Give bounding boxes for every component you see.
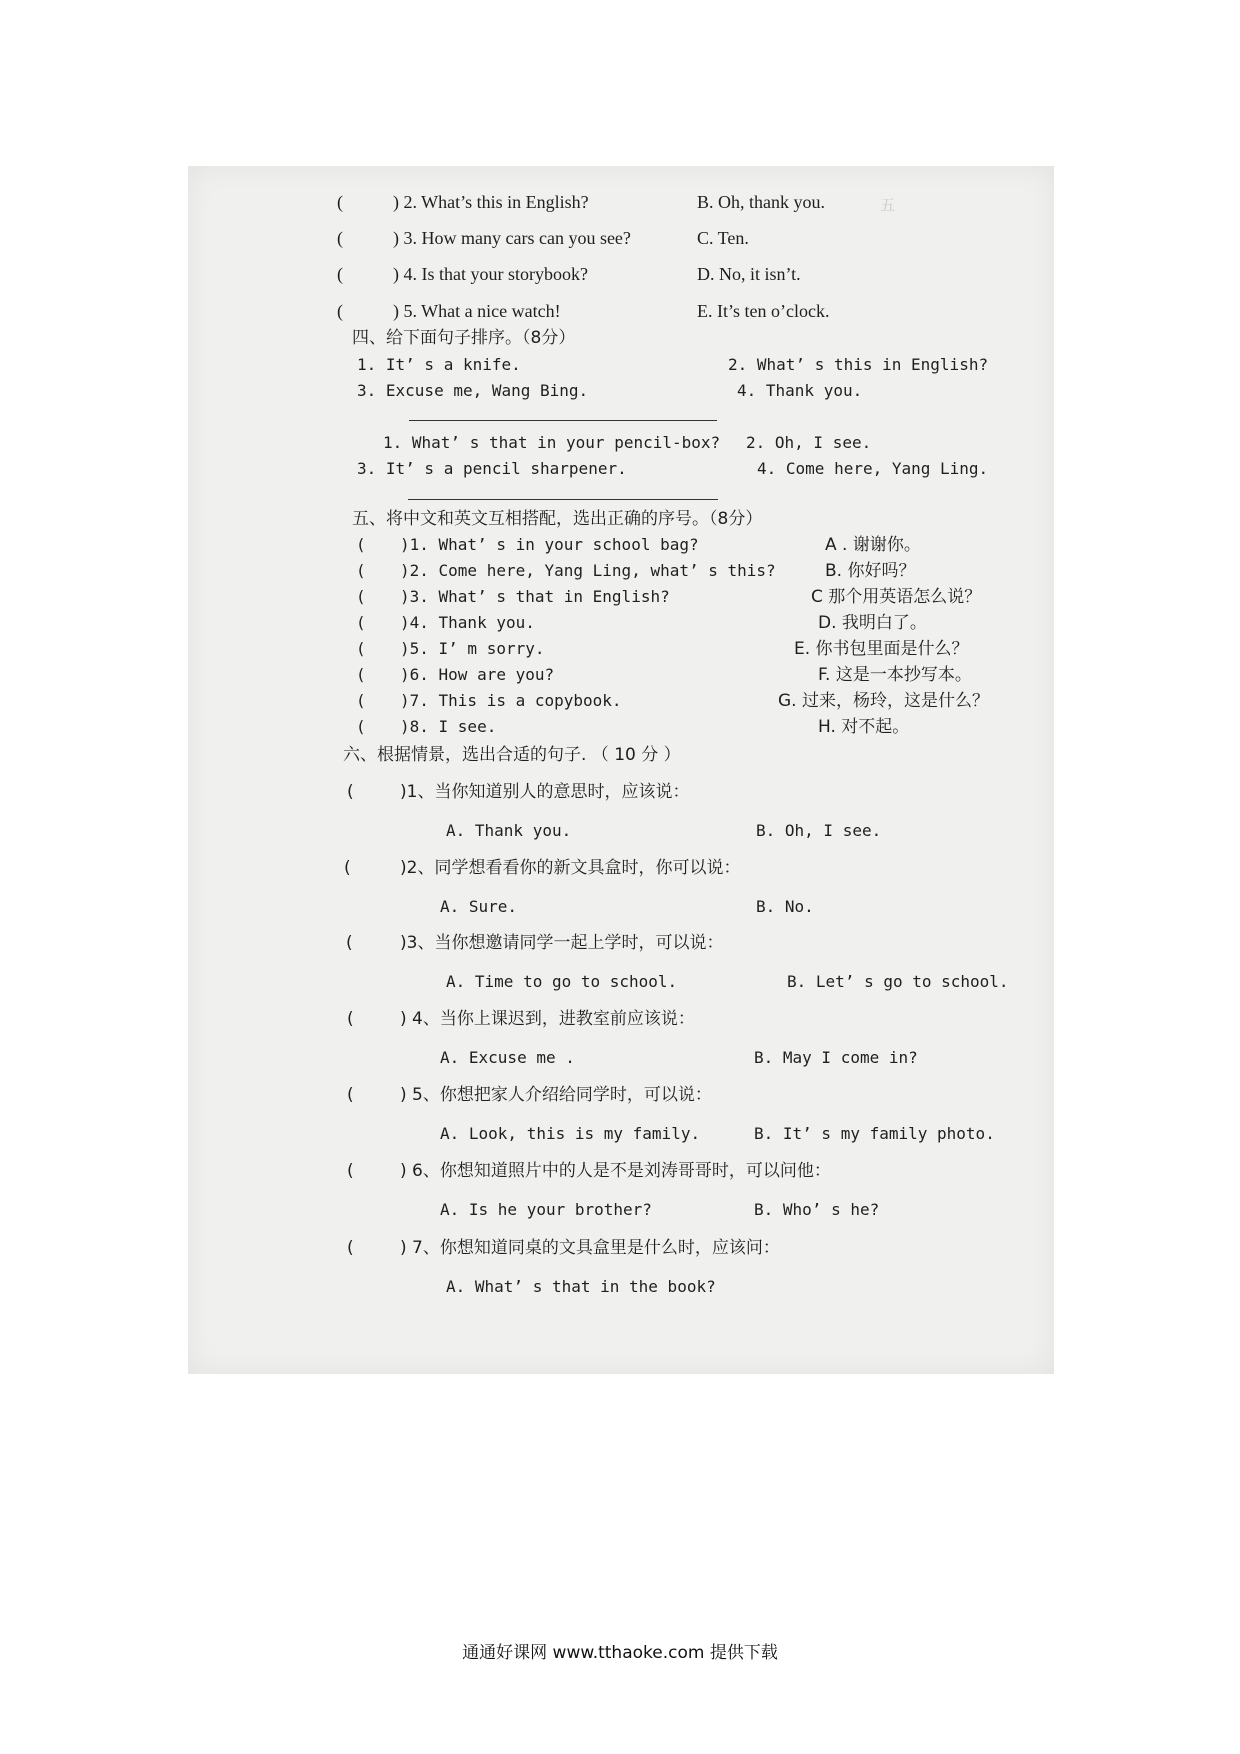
matching-paren: ( — [337, 264, 343, 284]
match-chinese: F. 这是一本抄写本。 — [818, 665, 972, 685]
matching-question: ) 3. How many cars can you see? — [393, 228, 631, 248]
situation-paren: ( — [347, 1161, 354, 1181]
match-chinese: C 那个用英语怎么说？ — [811, 587, 982, 607]
match-paren: ( — [356, 561, 366, 580]
match-chinese: D. 我明白了。 — [818, 613, 927, 633]
match-paren: ( — [356, 665, 366, 684]
option-a: A. Look, this is my family. — [440, 1124, 701, 1143]
situation-paren: ( — [347, 782, 354, 802]
matching-answer: D. No, it isn’t. — [697, 264, 801, 284]
situation-question: )1、当你知道别人的意思时，应该说： — [400, 782, 690, 802]
answer-line[interactable] — [409, 420, 717, 421]
option-a: A. Time to go to school. — [446, 972, 678, 991]
situation-question: ) 6、你想知道照片中的人是不是刘涛哥哥时，可以问他： — [400, 1161, 831, 1181]
match-english: )4. Thank you. — [400, 613, 535, 632]
matching-answer: E. It’s ten o’clock. — [697, 301, 830, 321]
matching-answer: C. Ten. — [697, 228, 749, 248]
match-chinese: G. 过来，杨玲，这是什么？ — [778, 691, 989, 711]
answer-line[interactable] — [408, 499, 718, 500]
sort-sentence: 3. It’ s a pencil sharpener. — [357, 459, 627, 478]
matching-question: ) 5. What a nice watch! — [393, 301, 561, 321]
matching-paren: ( — [337, 192, 343, 212]
match-english: )8. I see. — [400, 717, 497, 736]
matching-question: ) 4. Is that your storybook? — [393, 264, 588, 284]
match-chinese: E. 你书包里面是什么？ — [794, 639, 969, 659]
option-b: B. No. — [756, 897, 814, 916]
section-6-title: 六、根据情景，选出合适的句子. （ 10 分 ） — [343, 745, 681, 765]
option-a: A. Excuse me . — [440, 1048, 575, 1067]
match-paren: ( — [356, 691, 366, 710]
match-chinese: H. 对不起。 — [818, 717, 910, 737]
option-b: B. May I come in? — [754, 1048, 918, 1067]
matching-paren: ( — [337, 228, 343, 248]
section-4-title: 四、给下面句子排序。（8分） — [352, 328, 576, 348]
match-english: )1. What’ s in your school bag? — [400, 535, 699, 554]
option-b: B. Oh, I see. — [756, 821, 882, 840]
sort-sentence: 1. What’ s that in your pencil-box? — [383, 433, 721, 452]
situation-paren: ( — [347, 1238, 354, 1258]
match-english: )6. How are you? — [400, 665, 555, 684]
situation-paren: ( — [347, 1009, 354, 1029]
sort-sentence: 4. Come here, Yang Ling. — [757, 459, 989, 478]
match-chinese: B. 你好吗？ — [825, 561, 916, 581]
situation-paren: ( — [344, 858, 351, 878]
situation-paren: ( — [347, 1085, 354, 1105]
match-english: )3. What’ s that in English? — [400, 587, 670, 606]
option-a: A. Thank you. — [446, 821, 572, 840]
bleed-through-text: 五 — [880, 196, 896, 214]
option-a: A. Is he your brother? — [440, 1200, 652, 1219]
matching-answer: B. Oh, thank you. — [697, 192, 825, 212]
option-a: A. What’ s that in the book? — [446, 1277, 716, 1296]
match-paren: ( — [356, 535, 366, 554]
match-chinese: A . 谢谢你。 — [825, 535, 921, 555]
match-english: )5. I’ m sorry. — [400, 639, 545, 658]
option-b: B. Let’ s go to school. — [787, 972, 1009, 991]
option-b: B. Who’ s he? — [754, 1200, 880, 1219]
matching-paren: ( — [337, 301, 343, 321]
match-paren: ( — [356, 587, 366, 606]
situation-question: )2、同学想看看你的新文具盒时，你可以说： — [400, 858, 741, 878]
match-paren: ( — [356, 717, 366, 736]
match-english: )2. Come here, Yang Ling, what’ s this? — [400, 561, 776, 580]
match-paren: ( — [356, 613, 366, 632]
sort-sentence: 2. What’ s this in English? — [728, 355, 989, 374]
situation-question: ) 4、当你上课迟到，进教室前应该说： — [400, 1009, 695, 1029]
sort-sentence: 1. It’ s a knife. — [357, 355, 521, 374]
option-b: B. It’ s my family photo. — [754, 1124, 995, 1143]
matching-question: ) 2. What’s this in English? — [393, 192, 589, 212]
download-footer: 通通好课网 www.tthaoke.com 提供下载 — [462, 1643, 778, 1663]
scanned-page — [188, 166, 1054, 1374]
situation-question: ) 5、你想把家人介绍给同学时，可以说： — [400, 1085, 712, 1105]
sort-sentence: 3. Excuse me, Wang Bing. — [357, 381, 589, 400]
bleed-through-text — [205, 1210, 214, 1228]
situation-question: ) 7、你想知道同桌的文具盒里是什么时，应该问： — [400, 1238, 780, 1258]
section-5-title: 五、将中文和英文互相搭配，选出正确的序号。（8分） — [352, 509, 763, 529]
match-english: )7. This is a copybook. — [400, 691, 622, 710]
match-paren: ( — [356, 639, 366, 658]
option-a: A. Sure. — [440, 897, 518, 916]
sort-sentence: 2. Oh, I see. — [746, 433, 872, 452]
situation-paren: ( — [346, 933, 353, 953]
situation-question: )3、当你想邀请同学一起上学时，可以说： — [400, 933, 724, 953]
sort-sentence: 4. Thank you. — [737, 381, 863, 400]
